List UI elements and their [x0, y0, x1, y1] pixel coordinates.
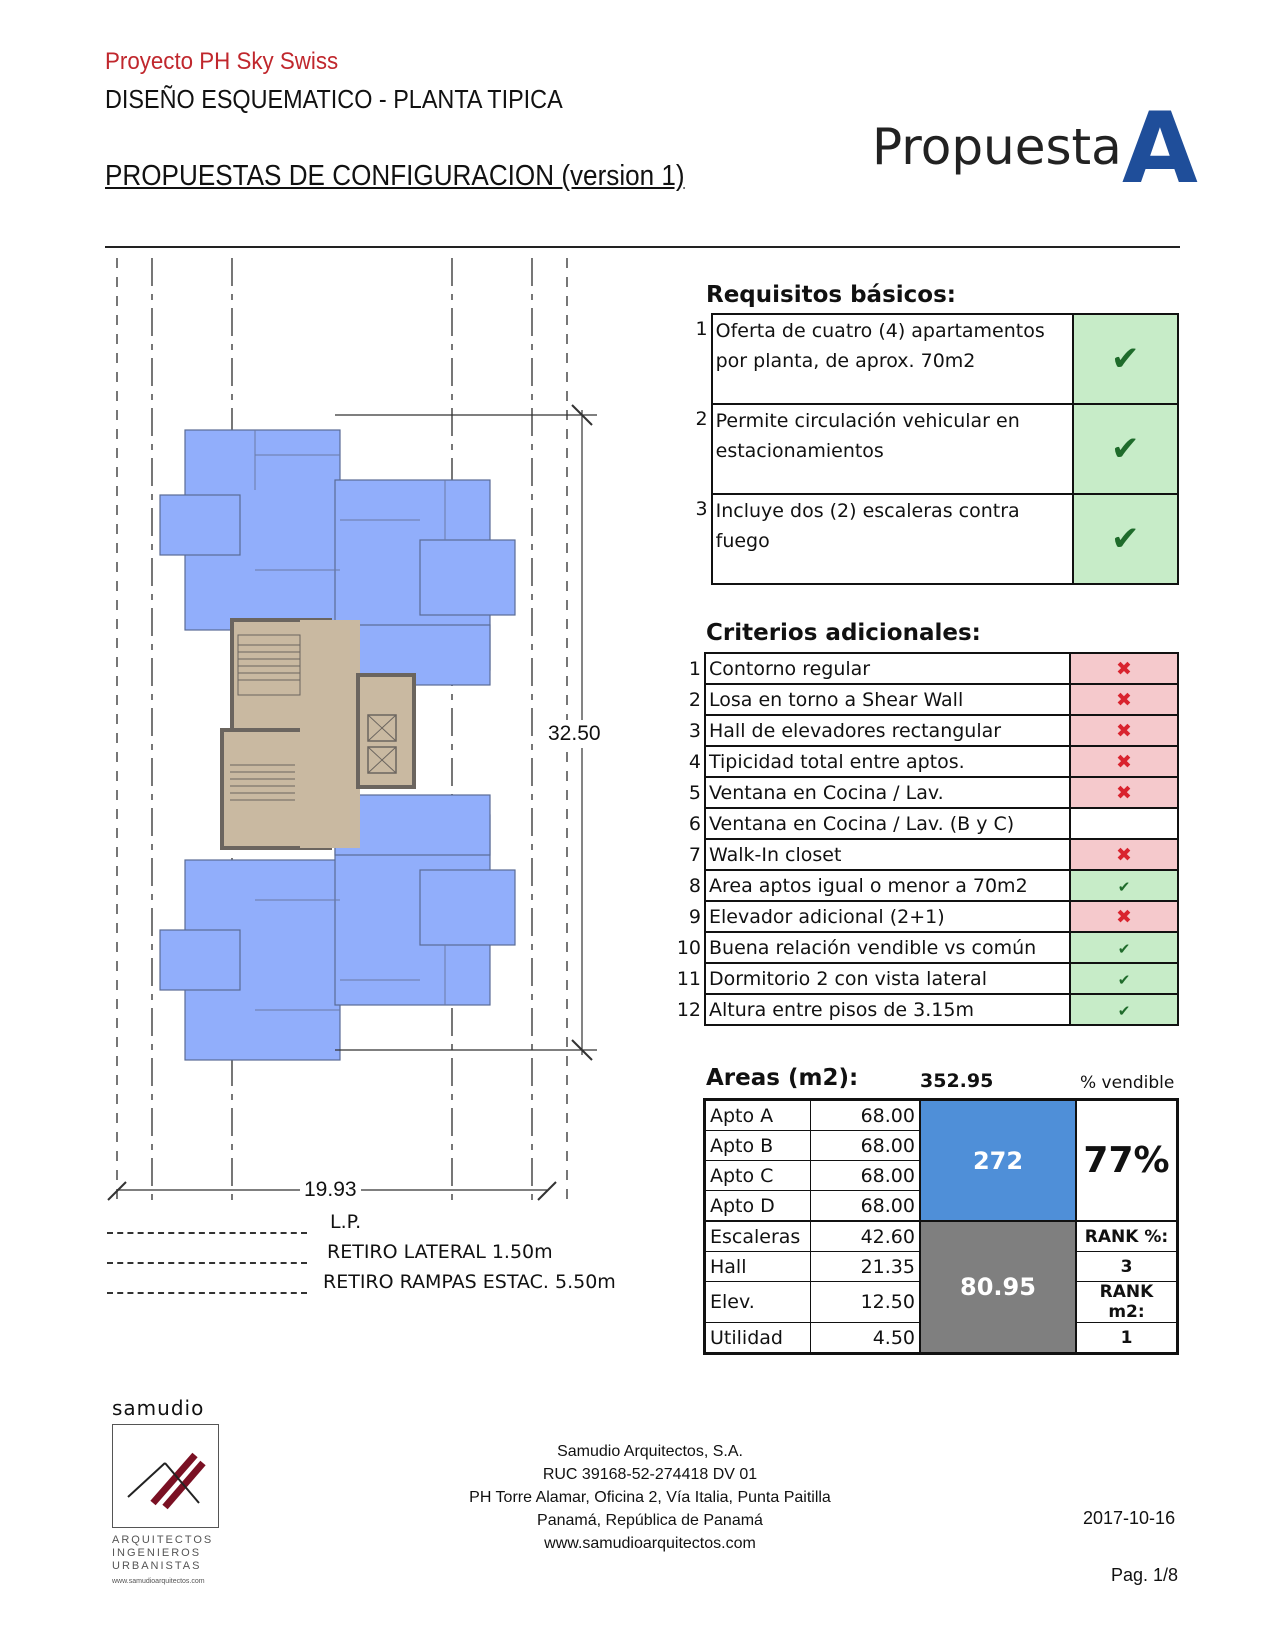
area-value: 21.35 [811, 1252, 921, 1282]
requisito-number: 1 [695, 318, 708, 340]
area-name: Utilidad [705, 1323, 811, 1354]
cross-icon: ✖ [1116, 905, 1132, 928]
criterio-row [668, 653, 1178, 684]
criterio-status [1070, 777, 1178, 808]
criterio-status [1070, 963, 1178, 994]
criterio-text: Losa en torno a Shear Wall [705, 684, 1070, 715]
criterio-row [668, 870, 1178, 901]
requisitos-table [683, 313, 1179, 585]
area-name: Apto B [705, 1131, 811, 1161]
area-row [705, 1100, 1178, 1131]
criterio-row [668, 901, 1178, 932]
requisito-check [1073, 494, 1178, 584]
area-name: Apto C [705, 1161, 811, 1191]
criterio-text: Ventana en Cocina / Lav. [705, 777, 1070, 808]
areas-title: Areas (m2): [706, 1065, 859, 1091]
area-value: 68.00 [811, 1100, 921, 1131]
criterio-number: 3 [688, 719, 701, 742]
area-value: 42.60 [811, 1221, 921, 1252]
cross-icon: ✖ [1116, 750, 1132, 773]
common-total: 80.95 [920, 1221, 1076, 1354]
project-title: Proyecto PH Sky Swiss [105, 48, 339, 75]
criterio-number: 4 [688, 750, 701, 773]
areas-table [703, 1098, 1179, 1355]
header-divider [105, 246, 1180, 248]
cross-icon: ✖ [1116, 781, 1132, 804]
proposal-word: Propuesta [872, 118, 1122, 176]
cross-icon: ✖ [1116, 688, 1132, 711]
company-ruc: RUC 39168-52-274418 DV 01 [542, 1466, 758, 1483]
requisito-text: Permite circulación vehicular en estacionamientos [712, 404, 1073, 494]
criterio-number: 6 [688, 812, 701, 835]
criterio-status [1070, 684, 1178, 715]
requisito-check [1073, 404, 1178, 494]
rank-pct-label: RANK %: [1076, 1221, 1178, 1252]
proposal-letter: A [1122, 92, 1198, 206]
requisito-row [683, 494, 1178, 584]
criterio-number: 1 [688, 657, 701, 680]
area-name: Apto A [705, 1100, 811, 1131]
criterio-number: 9 [688, 905, 701, 928]
logo-icon [113, 1425, 218, 1527]
requisito-row [683, 404, 1178, 494]
criterio-row [668, 715, 1178, 746]
company-address: PH Torre Alamar, Oficina 2, Vía Italia, Punta Paitilla [469, 1489, 831, 1506]
criterio-status [1070, 746, 1178, 777]
criterio-text: Elevador adicional (2+1) [705, 901, 1070, 932]
check-icon: ✔ [1111, 339, 1140, 379]
logo-url: www.samudioarquitectos.com [112, 1578, 205, 1585]
requisitos-title: Requisitos básicos: [706, 282, 956, 308]
legend-label-retiro-lateral: RETIRO LATERAL 1.50m [327, 1241, 553, 1263]
area-name: Hall [705, 1252, 811, 1282]
area-value: 68.00 [811, 1131, 921, 1161]
criterio-number: 5 [688, 781, 701, 804]
dimension-horizontal-label: 19.93 [300, 1178, 361, 1202]
document-subtitle: DISEÑO ESQUEMATICO - PLANTA TIPICA [105, 84, 563, 114]
company-name: Samudio Arquitectos, S.A. [557, 1443, 743, 1460]
cross-icon: ✖ [1116, 657, 1132, 680]
criterios-table [668, 652, 1179, 1026]
legend-label-retiro-rampas: RETIRO RAMPAS ESTAC. 5.50m [323, 1271, 616, 1293]
criterio-row [668, 746, 1178, 777]
criterio-status [1070, 901, 1178, 932]
criterio-status [1070, 932, 1178, 963]
sellable-total: 272 [920, 1100, 1076, 1222]
requisito-text: Incluye dos (2) escaleras contra fuego [712, 494, 1073, 584]
requisito-check [1073, 314, 1178, 404]
check-icon: ✔ [1111, 429, 1140, 469]
logo-line: ARQUITECTOS [112, 1534, 214, 1546]
requisito-number: 2 [695, 408, 708, 430]
criterio-number: 12 [676, 998, 701, 1021]
requisito-number: 3 [695, 498, 708, 520]
criterio-number: 2 [688, 688, 701, 711]
company-country: Panamá, República de Panamá [537, 1512, 763, 1529]
logo-line: INGENIEROS [112, 1547, 202, 1559]
check-icon: ✔ [1117, 877, 1131, 896]
criterio-status [1070, 994, 1178, 1025]
criterio-status [1070, 870, 1178, 901]
page-number: Pag. 1/8 [1111, 1565, 1179, 1585]
legend-line-lp [107, 1232, 307, 1234]
criterio-text: Contorno regular [705, 653, 1070, 684]
dimension-vertical-label: 32.50 [548, 720, 601, 748]
area-value: 68.00 [811, 1191, 921, 1222]
logo-tagline [112, 1534, 213, 1573]
criterio-text: Area aptos igual o menor a 70m2 [705, 870, 1070, 901]
area-value: 12.50 [811, 1282, 921, 1323]
rank-pct-value: 3 [1076, 1252, 1178, 1282]
area-value: 4.50 [811, 1323, 921, 1354]
document-date: 2017-10-16 [1083, 1508, 1176, 1528]
criterios-title: Criterios adicionales: [706, 620, 981, 646]
criterio-row [668, 684, 1178, 715]
criterio-text: Walk-In closet [705, 839, 1070, 870]
criterio-status [1070, 839, 1178, 870]
criterio-text: Buena relación vendible vs común [705, 932, 1070, 963]
cross-icon: ✖ [1116, 843, 1132, 866]
check-icon: ✔ [1117, 939, 1131, 958]
company-info [450, 1440, 850, 1555]
area-row [705, 1221, 1178, 1252]
pct-vendible-label: % vendible [1080, 1073, 1175, 1093]
criterio-row [668, 994, 1178, 1025]
criterio-row [668, 963, 1178, 994]
areas-total: 352.95 [920, 1070, 994, 1092]
floor-plan [100, 250, 660, 1250]
criterio-row [668, 808, 1178, 839]
criterio-row [668, 839, 1178, 870]
criterio-row [668, 932, 1178, 963]
criterio-status [1070, 653, 1178, 684]
legend-label-lp: L.P. [330, 1211, 362, 1233]
logo-mark [112, 1424, 219, 1528]
check-icon: ✔ [1117, 1001, 1131, 1020]
requisito-text: Oferta de cuatro (4) apartamentos por planta, de aprox. 70m2 [712, 314, 1073, 404]
pct-vendible-value: 77% [1076, 1100, 1178, 1222]
rank-m2-label: RANK m2: [1076, 1282, 1178, 1323]
cross-icon: ✖ [1116, 719, 1132, 742]
area-name: Elev. [705, 1282, 811, 1323]
criterio-number: 7 [688, 843, 701, 866]
criterio-text: Altura entre pisos de 3.15m [705, 994, 1070, 1025]
logo-name: samudio [112, 1396, 205, 1420]
company-website: www.samudioarquitectos.com [544, 1535, 756, 1552]
check-icon: ✔ [1111, 519, 1140, 559]
criterio-status [1070, 715, 1178, 746]
criterio-text: Tipicidad total entre aptos. [705, 746, 1070, 777]
legend-line-retiro-rampas [107, 1292, 307, 1294]
criterio-status [1070, 808, 1178, 839]
criterio-number: 11 [676, 967, 701, 990]
logo-line: URBANISTAS [112, 1560, 202, 1572]
area-value: 68.00 [811, 1161, 921, 1191]
area-name: Escaleras [705, 1221, 811, 1252]
criterio-text: Hall de elevadores rectangular [705, 715, 1070, 746]
criterio-text: Dormitorio 2 con vista lateral [705, 963, 1070, 994]
legend-line-retiro-lateral [107, 1262, 307, 1264]
section-title: PROPUESTAS DE CONFIGURACION (version 1) [105, 160, 685, 192]
criterio-row [668, 777, 1178, 808]
criterio-number: 10 [676, 936, 701, 959]
criterio-text: Ventana en Cocina / Lav. (B y C) [705, 808, 1070, 839]
rank-m2-value: 1 [1076, 1323, 1178, 1354]
requisito-row [683, 314, 1178, 404]
check-icon: ✔ [1117, 970, 1131, 989]
area-name: Apto D [705, 1191, 811, 1222]
criterio-number: 8 [688, 874, 701, 897]
